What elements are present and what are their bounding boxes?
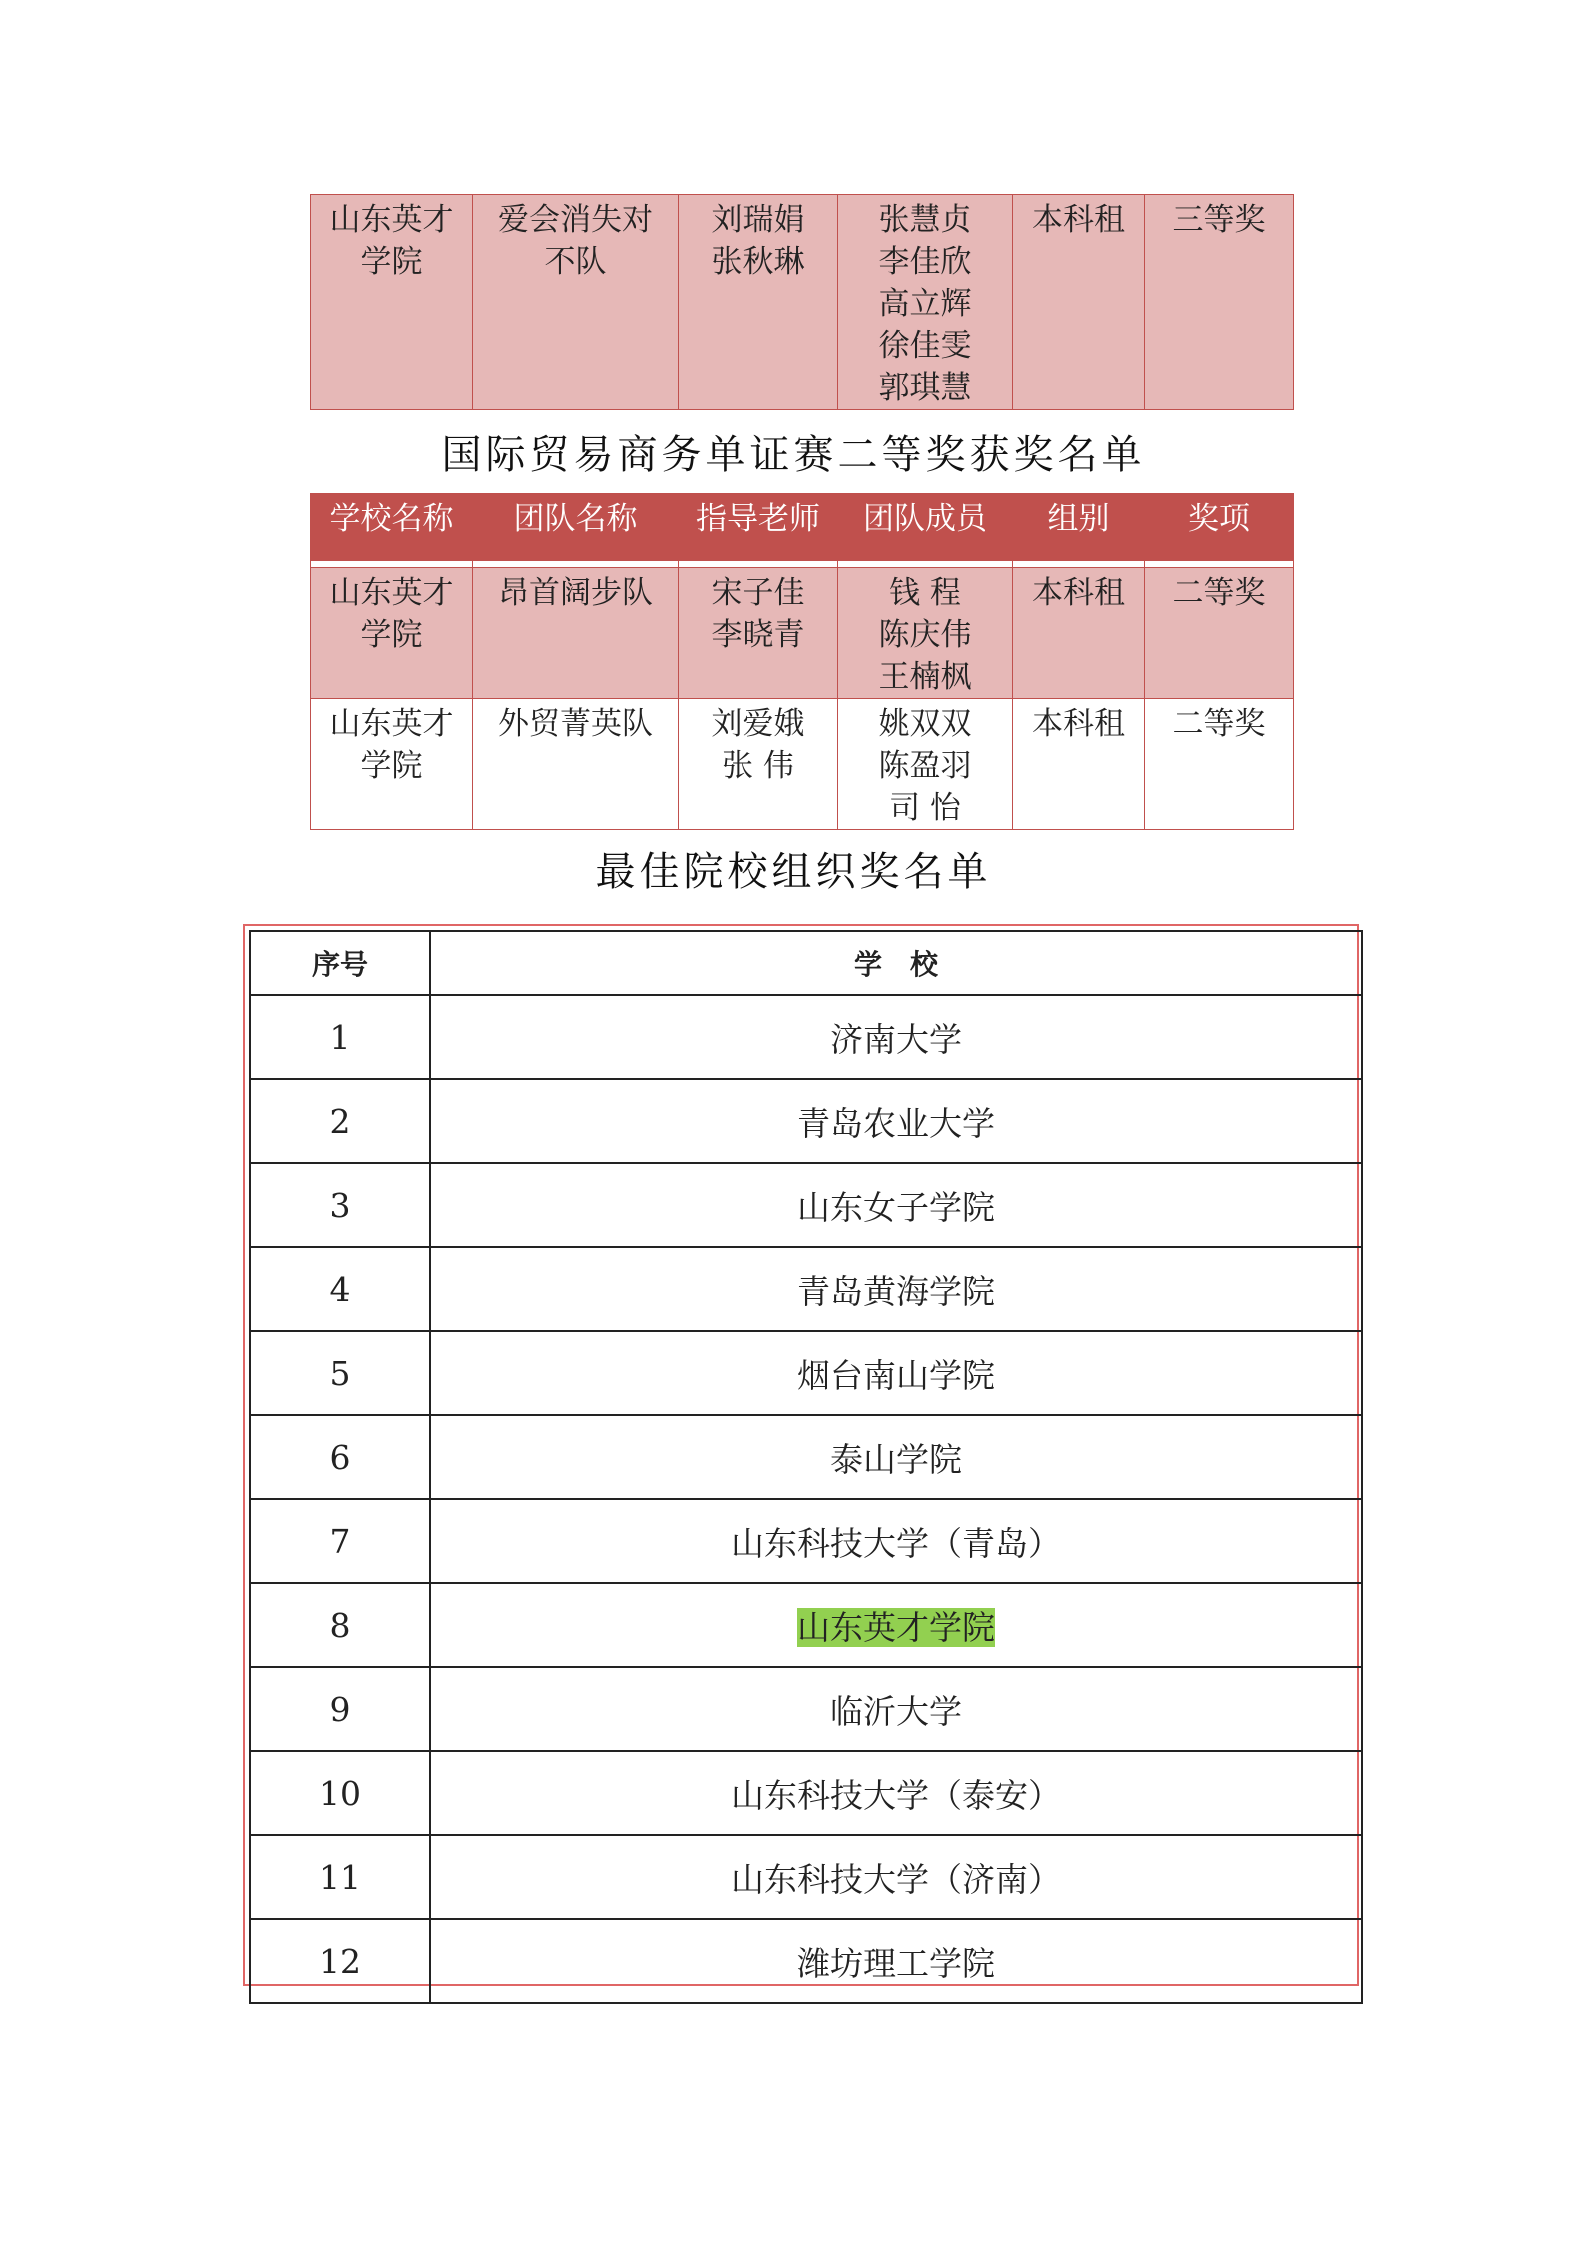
- table-row: [250, 1415, 1362, 1499]
- highlighted-school-name: 山东英才学院: [797, 1607, 995, 1647]
- table-row: [250, 1751, 1362, 1835]
- school-cell: 山东科技大学（泰安）: [430, 1751, 1362, 1835]
- school-cell: 山东英才 学院: [311, 195, 473, 410]
- third-prize-table: [310, 194, 1294, 410]
- school-cell-highlighted: [430, 1583, 1362, 1667]
- header-advisor: 指导老师: [679, 494, 838, 561]
- table-row: [250, 1247, 1362, 1331]
- school-cell: 山东女子学院: [430, 1163, 1362, 1247]
- table-row: [250, 1919, 1362, 2003]
- school-cell: 青岛农业大学: [430, 1079, 1362, 1163]
- school-cell: 山东科技大学（青岛）: [430, 1499, 1362, 1583]
- advisor-cell: 宋子佳 李晓青: [679, 568, 838, 699]
- header-school: 学 校: [430, 931, 1362, 995]
- table-row: [311, 195, 1294, 410]
- header-members: 团队成员: [838, 494, 1013, 561]
- header-separator: [311, 561, 1294, 568]
- row-number: 10: [250, 1751, 430, 1835]
- team-cell: 爱会消失对 不队: [473, 195, 679, 410]
- school-cell: 烟台南山学院: [430, 1331, 1362, 1415]
- table-row: [311, 568, 1294, 699]
- row-number: 8: [250, 1583, 430, 1667]
- row-number: 2: [250, 1079, 430, 1163]
- row-number: 1: [250, 995, 430, 1079]
- members-cell: 钱 程 陈庆伟 王楠枫: [838, 568, 1013, 699]
- table-row: [250, 1331, 1362, 1415]
- table-row: [250, 1835, 1362, 1919]
- members-cell: 张慧贞 李佳欣 高立辉 徐佳雯 郭琪慧: [838, 195, 1013, 410]
- row-number: 9: [250, 1667, 430, 1751]
- row-number: 5: [250, 1331, 430, 1415]
- team-cell: 外贸菁英队: [473, 699, 679, 830]
- school-cell: 潍坊理工学院: [430, 1919, 1362, 2003]
- group-cell: 本科租: [1013, 195, 1145, 410]
- table-row: [311, 699, 1294, 830]
- table-row: [250, 1163, 1362, 1247]
- row-number: 11: [250, 1835, 430, 1919]
- section-title-organization-award: 最佳院校组织奖名单: [595, 849, 992, 895]
- section-title-second-prize: 国际贸易商务单证赛二等奖获奖名单: [441, 432, 1146, 478]
- header-school: 学校名称: [311, 494, 473, 561]
- header-team: 团队名称: [473, 494, 679, 561]
- advisor-cell: 刘爱娥 张 伟: [679, 699, 838, 830]
- members-cell: 姚双双 陈盈羽 司 怡: [838, 699, 1013, 830]
- row-number: 12: [250, 1919, 430, 2003]
- school-cell: 山东科技大学（济南）: [430, 1835, 1362, 1919]
- school-cell: 青岛黄海学院: [430, 1247, 1362, 1331]
- table-row: [250, 1499, 1362, 1583]
- header-number: 序号: [250, 931, 430, 995]
- header-award: 奖项: [1145, 494, 1294, 561]
- team-cell: 昂首阔步队: [473, 568, 679, 699]
- group-cell: 本科租: [1013, 699, 1145, 830]
- table-header-row: [250, 931, 1362, 995]
- school-cell: 山东英才 学院: [311, 699, 473, 830]
- organization-award-table: [249, 930, 1363, 2004]
- row-number: 4: [250, 1247, 430, 1331]
- row-number: 6: [250, 1415, 430, 1499]
- award-cell: 三等奖: [1145, 195, 1294, 410]
- header-group: 组别: [1013, 494, 1145, 561]
- row-number: 7: [250, 1499, 430, 1583]
- school-cell: 泰山学院: [430, 1415, 1362, 1499]
- table-row: [250, 1079, 1362, 1163]
- table-row: [250, 1667, 1362, 1751]
- table-row: [250, 995, 1362, 1079]
- table-row: [250, 1583, 1362, 1667]
- school-cell: 临沂大学: [430, 1667, 1362, 1751]
- second-prize-table: [310, 493, 1294, 830]
- row-number: 3: [250, 1163, 430, 1247]
- award-cell: 二等奖: [1145, 568, 1294, 699]
- school-cell: 济南大学: [430, 995, 1362, 1079]
- group-cell: 本科租: [1013, 568, 1145, 699]
- school-cell: 山东英才 学院: [311, 568, 473, 699]
- table-header-row: [311, 494, 1294, 561]
- advisor-cell: 刘瑞娟 张秋琳: [679, 195, 838, 410]
- award-cell: 二等奖: [1145, 699, 1294, 830]
